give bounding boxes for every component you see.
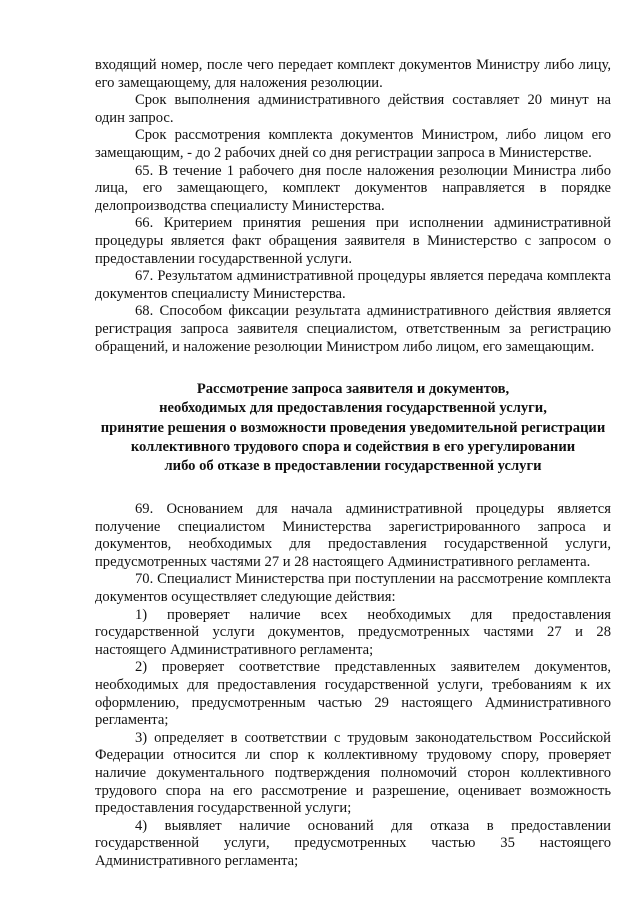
paragraph-66: 66. Критерием принятия решения при исполнении административной процедуры является факт обращения заявителя в Министерство с запросом о предоставлении государственной услуги. bbox=[95, 215, 611, 267]
paragraph-70: 70. Специалист Министерства при поступлении на рассмотрение комплекта документов осуществляет следующие действия: bbox=[95, 571, 611, 606]
paragraph: Срок выполнения административного действия составляет 20 минут на один запрос. bbox=[95, 92, 611, 126]
text-before-heading bbox=[95, 57, 611, 356]
paragraph-69: 69. Основанием для начала административной процедуры является получение специалистом Министерства зарегистрированного запроса и документов, необходимых для предоставления государственной услуги, предусмотренных частями 27 и 28 настоящего Административного регламента. bbox=[95, 501, 611, 570]
section-heading bbox=[95, 380, 611, 476]
heading-line: необходимых для предоставления государственной услуги, bbox=[159, 400, 547, 417]
list-item-3: 3) определяет в соответствии с трудовым законодательством Российской Федерации относится ли спор к коллективному трудовому спору, проверяет наличие документального подтверждения полномочий сторон коллективного трудового спора на его рассмотрение и разрешение, оценивает возможность предоставления государственной услуги; bbox=[95, 729, 611, 817]
paragraph: входящий номер, после чего передает комплект документов Министру либо лицу, его замещающему, для наложения резолюции. bbox=[95, 57, 611, 91]
paragraph-65: 65. В течение 1 рабочего дня после наложения резолюции Министра либо лица, его замещающего, комплект документов направляется в порядке делопроизводства специалисту Министерства. bbox=[95, 162, 611, 214]
heading-line: либо об отказе в предоставлении государственной услуги bbox=[164, 457, 542, 474]
text-after-heading bbox=[95, 501, 611, 870]
heading-line: принятие решения о возможности проведения уведомительной регистрации bbox=[100, 419, 606, 436]
list-item-2: 2) проверяет соответствие представленных заявителем документов, необходимых для предоставления государственной услуги, требованиям к их оформлению, предусмотренным частью 29 настоящего Административного регламента; bbox=[95, 659, 611, 729]
list-item-4: 4) выявляет наличие оснований для отказа в предоставлении государственной услуги, предусмотренных частью 35 настоящего Административного регламента; bbox=[95, 817, 611, 869]
paragraph-67: 67. Результатом административной процедуры является передача комплекта документов специалисту Министерства. bbox=[95, 268, 611, 302]
paragraph-68: 68. Способом фиксации результата административного действия является регистрация запроса заявителя специалистом, ответственным за регистрацию обращений, и наложение резолюции Министром либо лицом, его замещающим. bbox=[95, 303, 611, 355]
heading-line: Рассмотрение запроса заявителя и документов, bbox=[196, 381, 510, 398]
heading-line: коллективного трудового спора и содействия в его урегулировании bbox=[130, 438, 576, 455]
list-item-1: 1) проверяет наличие всех необходимых для предоставления государственной услуги документов, предусмотренных частями 27 и 28 настоящего Административного регламента; bbox=[95, 606, 611, 658]
paragraph: Срок рассмотрения комплекта документов Министром, либо лицом его замещающим, - до 2 рабочих дней со дня регистрации запроса в Министерстве. bbox=[95, 127, 611, 161]
